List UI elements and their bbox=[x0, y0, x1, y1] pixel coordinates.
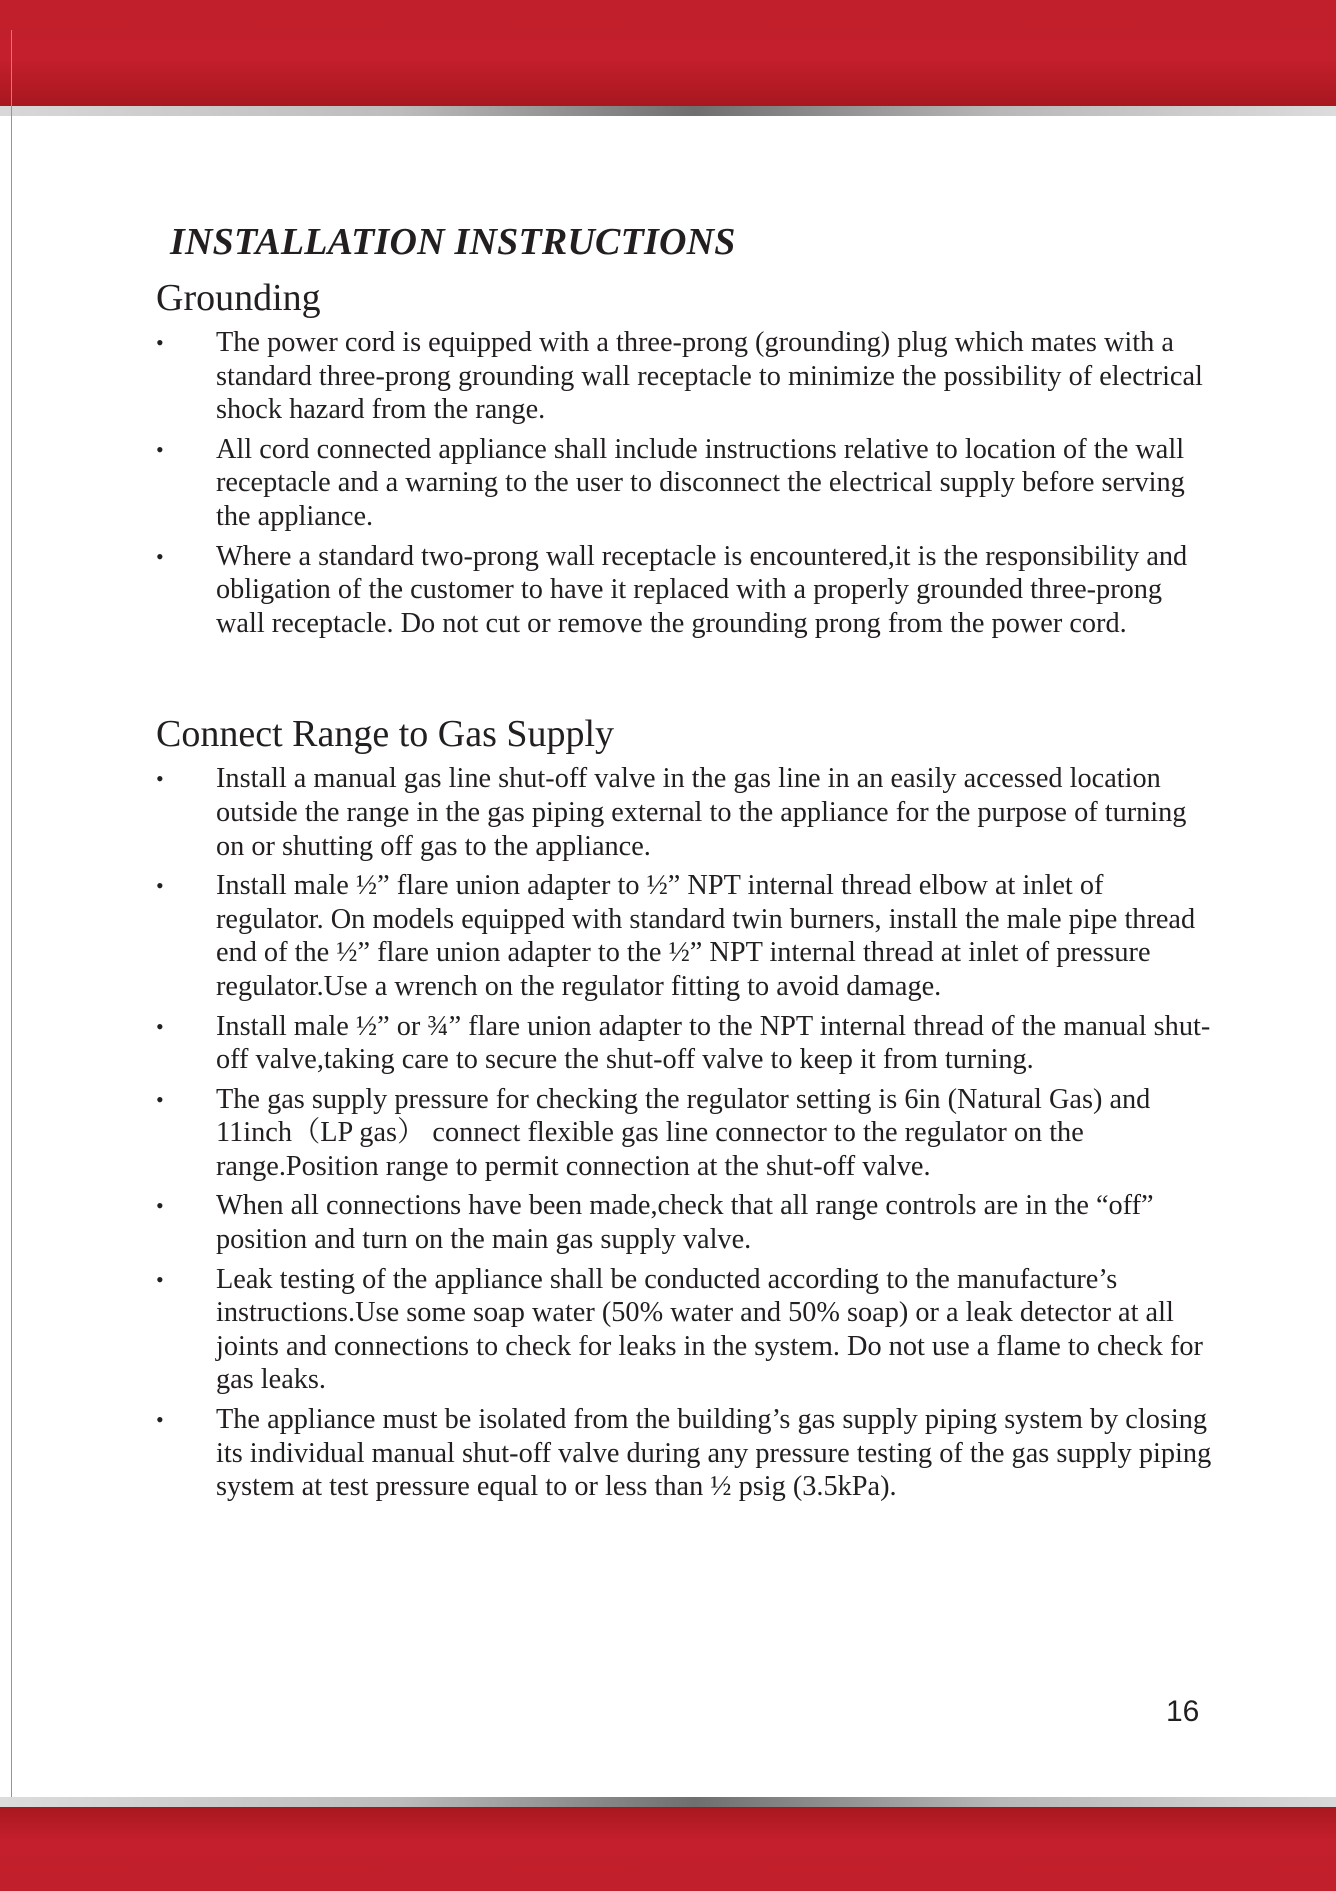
bullet-icon: • bbox=[156, 1193, 164, 1219]
list-item-text: The appliance must be isolated from the building’s gas supply piping system by closing its individual manual shut-off valve during any pressure testing of the gas supply piping system at test pressure equal to or less than ½ psig (3.5kPa). bbox=[216, 1404, 1212, 1503]
list-item bbox=[156, 540, 1216, 641]
bullet-icon: • bbox=[156, 543, 164, 569]
list-item bbox=[156, 326, 1216, 427]
section-heading-gas-supply: Connect Range to Gas Supply bbox=[156, 713, 615, 756]
list-item bbox=[156, 1403, 1216, 1504]
page-margin-rule bbox=[11, 30, 12, 1860]
list-item-text: Leak testing of the appliance shall be conducted according to the manufacture’s instructions.Use some soap water (50% water and 50% soap) or a leak detector at all joints and connections to check for leaks in the system. Do not use a flame to check for gas leaks. bbox=[216, 1263, 1203, 1396]
bullet-icon: • bbox=[156, 436, 164, 462]
list-item bbox=[156, 869, 1216, 1003]
bullet-icon: • bbox=[156, 330, 164, 355]
list-item bbox=[156, 762, 1216, 863]
page-number: 16 bbox=[1166, 1695, 1200, 1728]
bullet-icon: • bbox=[156, 1266, 164, 1292]
list-item-text: The power cord is equipped with a three-prong (grounding) plug which mates with a standard three-prong grounding wall receptacle to minimize the possibility of electrical shock hazard from the range. bbox=[216, 327, 1203, 426]
list-item-text: Install a manual gas line shut-off valve in the gas line in an easily accessed location outside the range in the gas piping external to the appliance for the purpose of turning on or shutting off gas to the appliance. bbox=[216, 763, 1187, 862]
list-item-text: Where a standard two-prong wall receptacle is encountered,it is the responsibility and obligation of the customer to have it replaced with a properly grounded three-prong wall receptacle. Do not cut or remove the grounding prong from the power cord. bbox=[216, 540, 1188, 639]
list-item bbox=[156, 1083, 1216, 1184]
gas-supply-list bbox=[156, 762, 1216, 1503]
page-title: INSTALLATION INSTRUCTIONS bbox=[170, 221, 736, 263]
list-item-text: All cord connected appliance shall include instructions relative to location of the wall receptacle and a warning to the user to disconnect the electrical supply before serving the appliance. bbox=[216, 433, 1185, 532]
section-heading-grounding: Grounding bbox=[156, 277, 321, 319]
list-item bbox=[156, 433, 1216, 534]
list-item bbox=[156, 1010, 1216, 1077]
list-item-text: When all connections have been made,check that all range controls are in the “off” position and turn on the main gas supply valve. bbox=[216, 1190, 1154, 1256]
header-band-shadow bbox=[0, 106, 1336, 116]
bullet-icon: • bbox=[156, 1407, 164, 1433]
footer-band-shadow bbox=[0, 1797, 1336, 1807]
page-content bbox=[156, 212, 1216, 1510]
list-item-text: Install male ½” or ¾” flare union adapter to the NPT internal thread of the manual shut-off valve,taking care to secure the shut-off valve to keep it from turning. bbox=[216, 1010, 1211, 1076]
footer-band bbox=[0, 1807, 1336, 1891]
bullet-icon: • bbox=[156, 873, 164, 899]
list-item bbox=[156, 1263, 1216, 1397]
list-item bbox=[156, 1189, 1216, 1256]
list-item-text: The gas supply pressure for checking the regulator setting is 6in (Natural Gas) and 11inch（LP gas） connect flexible gas line connector to the regulator on the range.Position range to permit connection at the shut-off valve. bbox=[216, 1083, 1151, 1182]
bullet-icon: • bbox=[156, 766, 164, 792]
header-band bbox=[0, 0, 1336, 106]
bullet-icon: • bbox=[156, 1086, 164, 1112]
list-item-text: Install male ½” flare union adapter to ½” NPT internal thread elbow at inlet of regulator. On models equipped with standard twin burners, install the male pipe thread end of the ½” flare union adapter to the ½” NPT internal thread at inlet of pressure regulator.Use a wrench on the regulator fitting to avoid damage. bbox=[216, 870, 1196, 1002]
bullet-icon: • bbox=[156, 1013, 164, 1039]
grounding-list bbox=[156, 326, 1216, 640]
